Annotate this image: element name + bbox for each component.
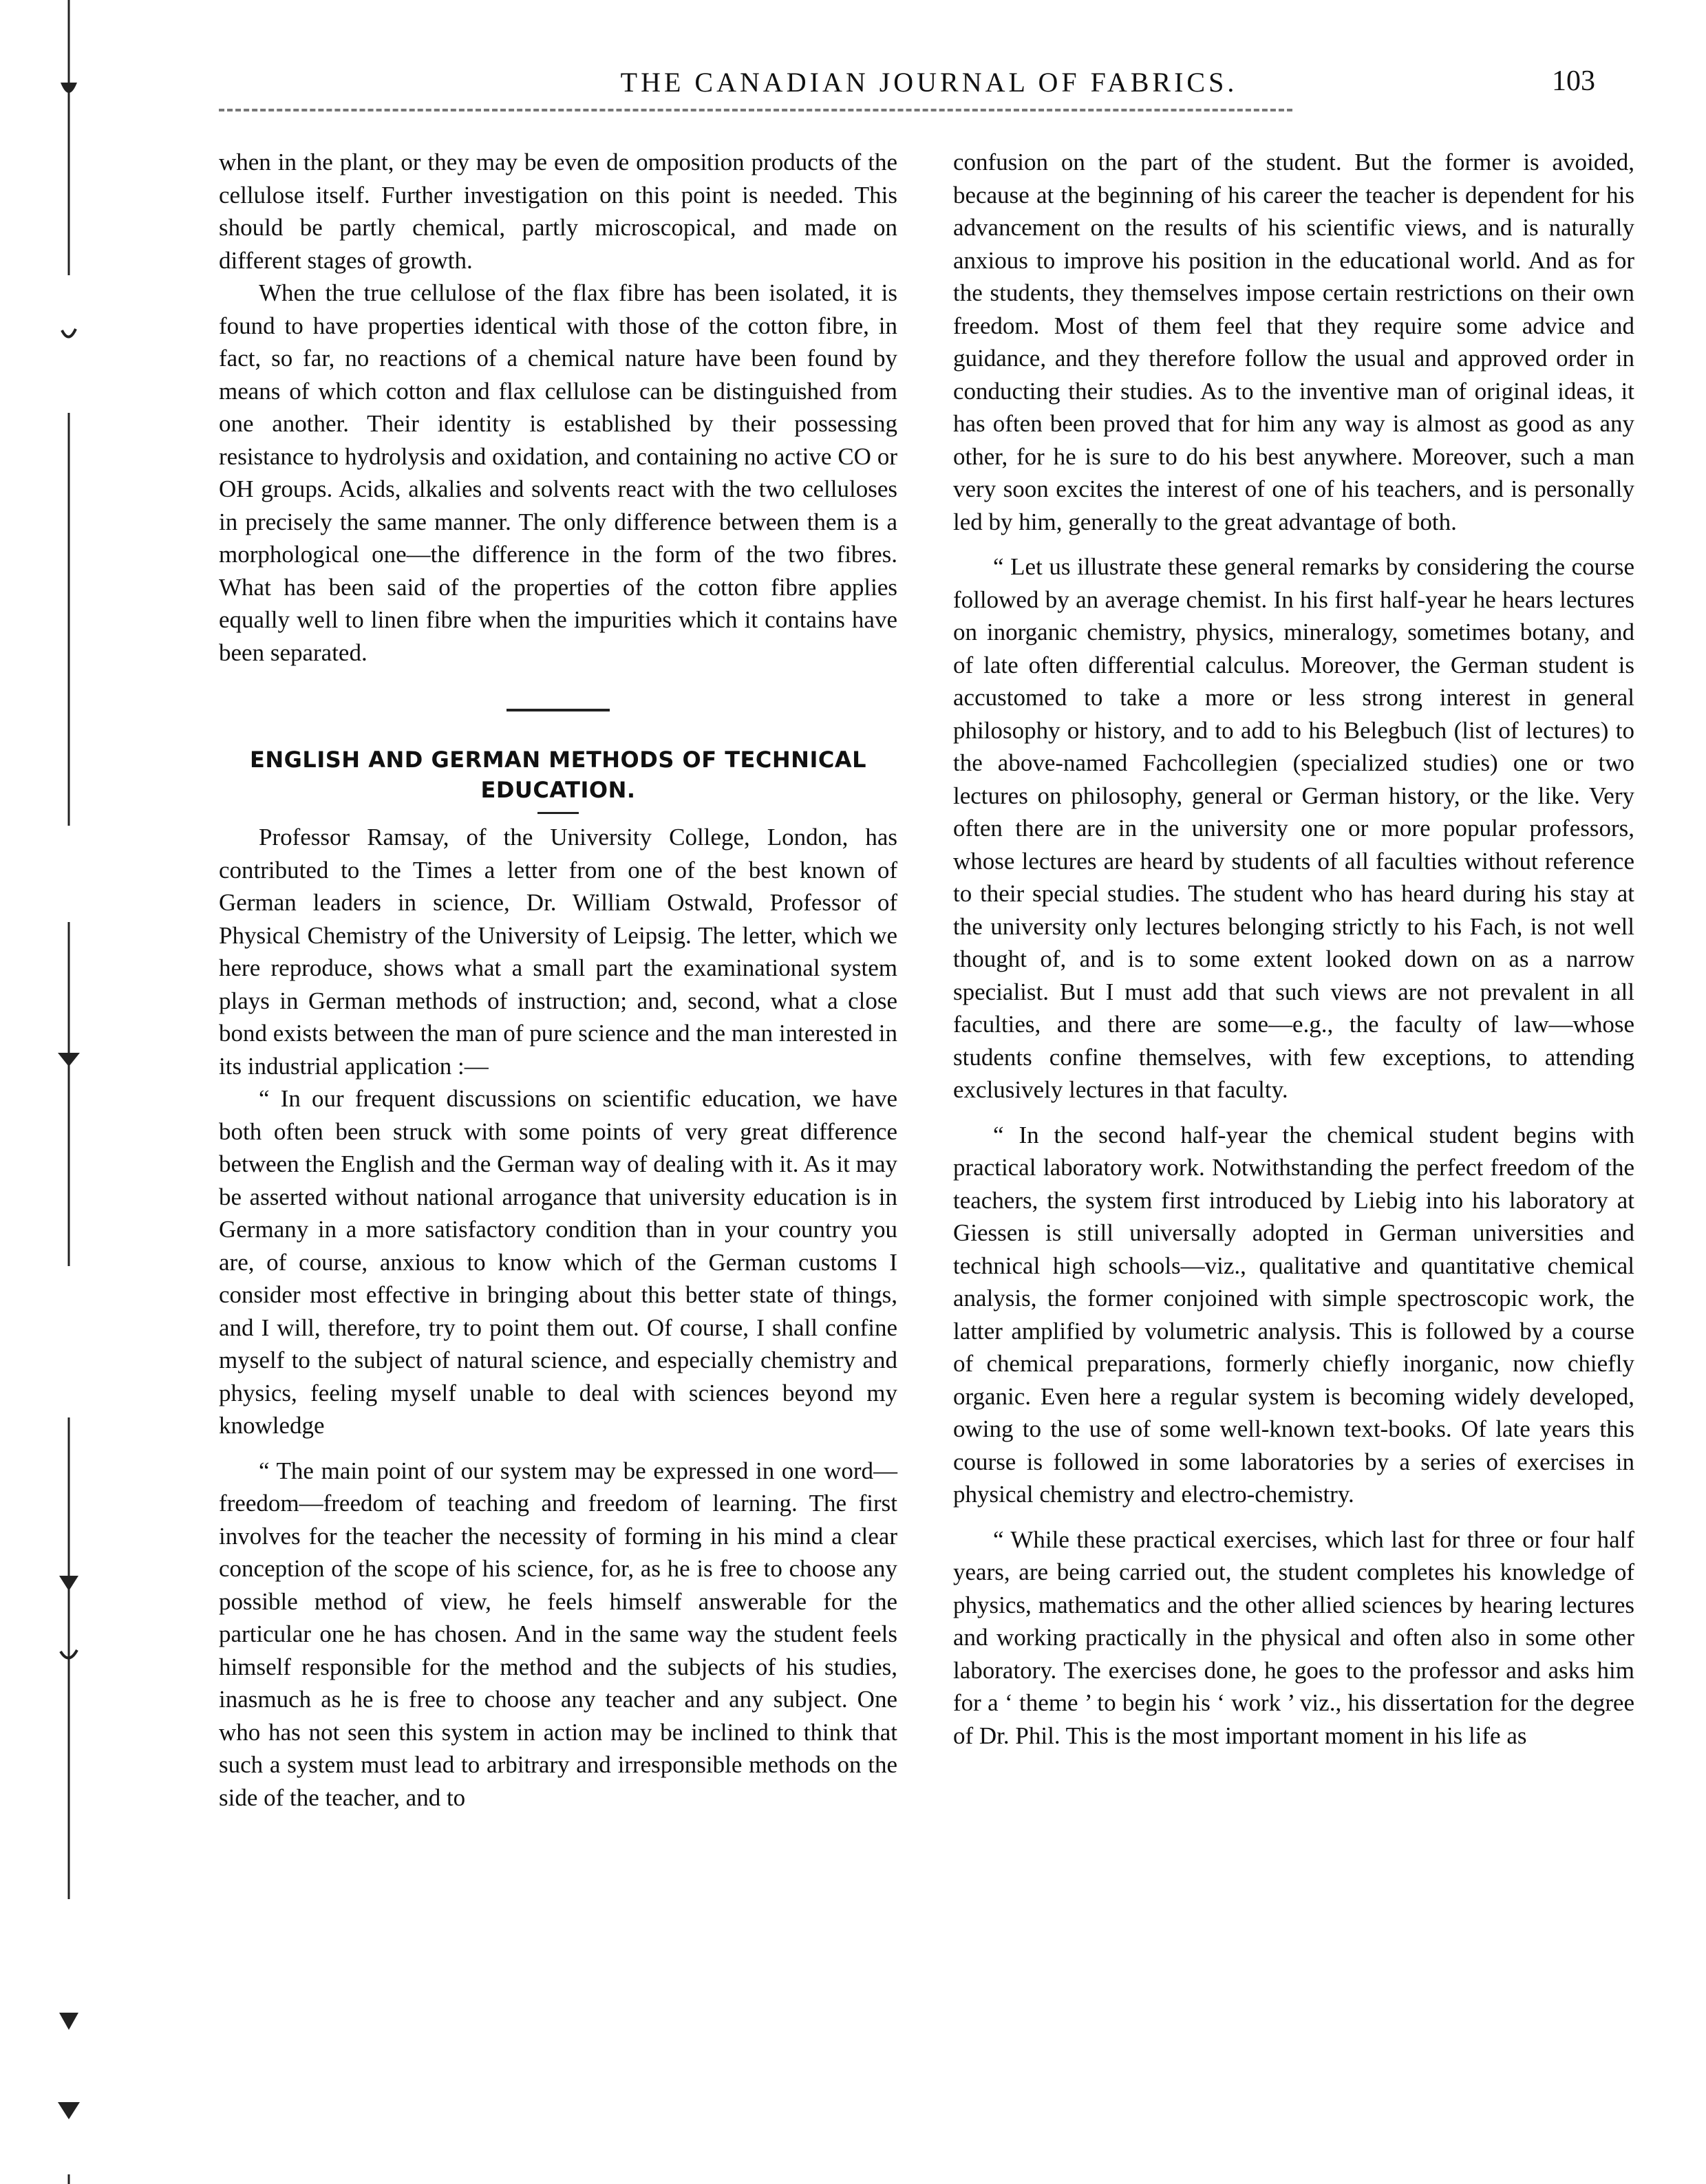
running-title: THE CANADIAN JOURNAL OF FABRICS. <box>620 67 1238 98</box>
paragraph: Professor Ramsay, of the University College, London, has contributed to the Times a letter from one of the best known of German leaders in science, Dr. William Ostwald, Professor of Physical Chemistry of the University of Leipsig. The letter, which we here reproduce, shows what a small part the examinational system plays in German methods of instruction; and, second, what a close bond exists between the man of pure science and the man interested in its industrial application :— <box>219 824 897 1080</box>
section-divider <box>507 709 610 711</box>
page-number: 103 <box>1552 65 1595 97</box>
paragraph: When the true cellulose of the flax fibre has been isolated, it is found to have properties identical with those of the cotton fibre, in fact, so far, no reactions of a chemical nature have been found by means of which cotton and flax cellulose can be distinguished from one another. Their identity is established by their possessing resistance to hydrolysis and oxidation, and containing no active CO or OH groups. Acids, alkalies and solvents react with the two celluloses in precisely the same manner. The only difference between them is a morphological one—the difference in the form of the two fibres. What has been said of the properties of the cotton fibre applies equally well to linen fibre when the impurities which it contains have been separated. <box>219 279 897 666</box>
title-rule <box>537 812 579 814</box>
paragraph: confusion on the part of the student. But the former is avoided, because at the beginning of his career the teacher is dependent for his advancement on the results of his scientific views, and is naturally anxious to improve his position in the educational world. And as for the students, they themselves impose certain restrictions on their own freedom. Most of them feel that they require some advice and guidance, and they therefore follow the usual and approved order in conducting their studies. As to the inventive man of original ideas, it has often been proved that for him any way is almost as good as any other, for he is sure to do his best anywhere. Moreover, such a man very soon excites the interest of one of his teachers, and is personally led by him, generally to the great advantage of both. <box>953 149 1634 535</box>
left-column <box>219 146 897 1814</box>
paragraph: “ In our frequent discussions on scientific education, we have both often been struck with some points of very great difference between the English and the German way of dealing with it. As it may be asserted without national arrogance that university education is in Germany in a more satisfactory condition than in your country you are, of course, anxious to know which of the German customs I consider most effective in bringing about this better state of things, and I will, therefore, try to point them out. Of course, I shall confine myself to the subject of natural science, and especially chemistry and physics, feeling myself unable to deal with sciences beyond my knowledge <box>219 1085 897 1439</box>
header-rule <box>219 109 1292 111</box>
paragraph: when in the plant, or they may be even de omposition products of the cellulose itself. Further investigation on this point is needed. This should be partly chemical, partly microscopical, and made on different stages of growth. <box>219 149 897 274</box>
right-column <box>953 146 1634 1752</box>
paragraph: “ In the second half-year the chemical student begins with practical laboratory work. Notwithstanding the perfect freedom of the teachers, the system first introduced by Liebig into his laboratory at Giessen is still universally adopted in German universities and technical high schools—viz., qualitative and quantitative chemical analysis, the former conjoined with simple spectroscopic work, the latter amplified by volumetric analysis. This is followed by a course of chemical preparations, formerly chiefly inorganic, now chiefly organic. Even here a regular system is becoming widely developed, owing to the use of some well-known text-books. Of late years this course is followed in some laboratories by a series of exercises in physical chemistry and electro-chemistry. <box>953 1121 1634 1508</box>
article-title: ENGLISH AND GERMAN METHODS OF TECHNICAL EDUCATION. <box>250 747 866 803</box>
page-header <box>0 59 1706 100</box>
paragraph: “ While these practical exercises, which last for three or four half years, are being carried out, the student completes his knowledge of physics, mathematics and the other allied sciences by hearing lectures and working practically in the physical and often also in some other laboratory. The exercises done, he goes to the professor and asks him for a ‘ theme ’ to begin his ‘ work ’ viz., his dissertation for the degree of Dr. Phil. This is the most important moment in his life as <box>953 1525 1634 1749</box>
binding-edge-marks <box>0 0 96 2184</box>
paragraph: “ Let us illustrate these general remarks by considering the course followed by an average chemist. In his first half-year he hears lectures on inorganic chemistry, physics, mineralogy, sometimes botany, and of late often differential calculus. Moreover, the German student is accustomed to take a more or less strong interest in general philosophy or history, and to add to his Belegbuch (list of lectures) to the above-named Fachcollegien (specialized studies) one or two lectures on philosophy, general or German history, or the like. Very often there are in the university one or more popular professors, whose lectures are heard by students of all faculties without reference to their special studies. The student who has heard during his stay at the university only lectures belonging strictly to his Fach, is not well thought of, and is to some extent looked down on as a narrow specialist. But I must add that such views are not prevalent in all faculties, and there are some—e.g., the faculty of law—whose students confine themselves, with few exceptions, to attending exclusively lectures in that faculty. <box>953 553 1634 1103</box>
paragraph: “ The main point of our system may be expressed in one word—freedom—freedom of teaching and freedom of learning. The first involves for the teacher the necessity of forming in his mind a clear conception of the scope of his science, for, as he is free to choose any possible method of view, he feels himself answerable for the particular one he has chosen. And in the same way the student feels himself responsible for the method and the subjects of his studies, inasmuch as he is free to choose any teacher and any subject. One who has not seen this system in action may be inclined to think that such a system must lead to arbitrary and irresponsible methods on the side of the teacher, and to <box>219 1457 897 1811</box>
